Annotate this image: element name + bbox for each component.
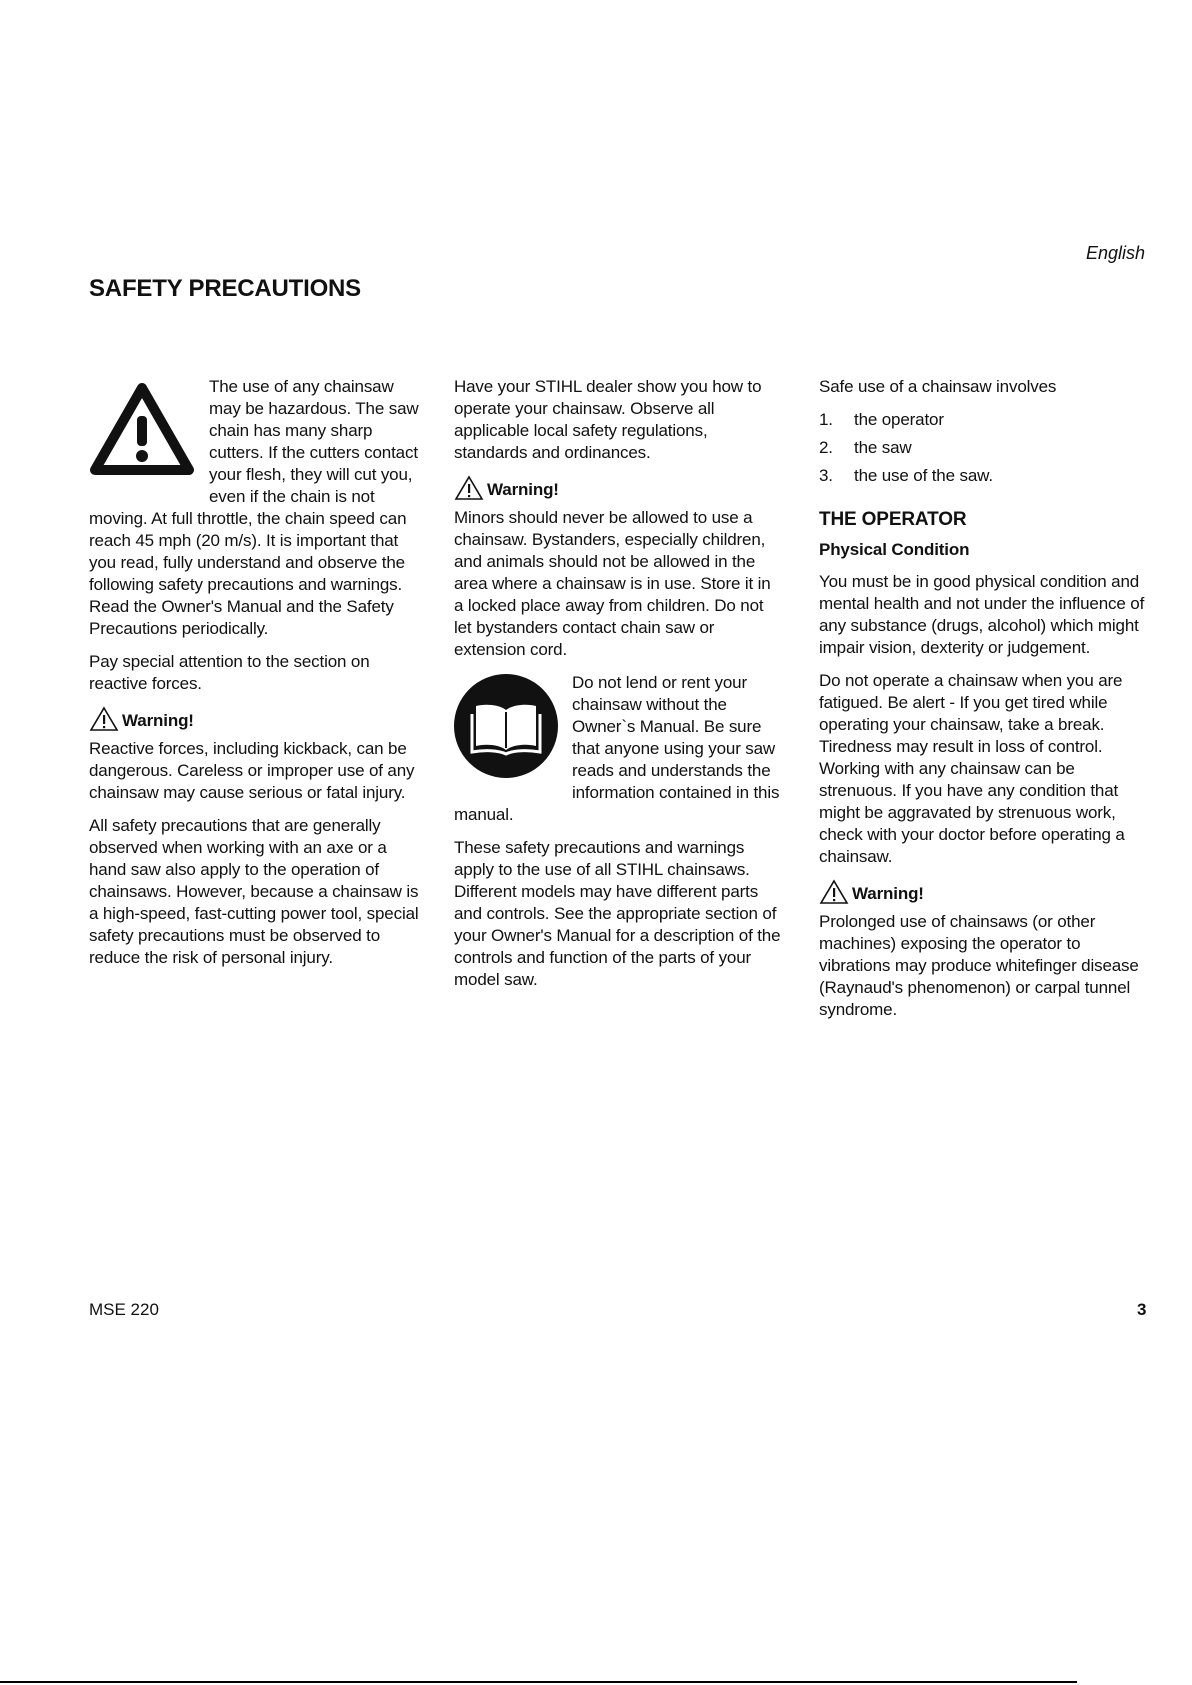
warning-heading (89, 706, 419, 732)
paragraph: All safety precautions that are generally observed when working with an axe or a hand saw also apply to the operation of chainsaws. However, because a chainsaw is a high-speed, fast-cutting power tool, special safety precautions must be observed to reduce the risk of personal injury. (89, 816, 419, 967)
hazard-warning-icon (89, 382, 195, 484)
warning-label: Warning! (122, 711, 194, 730)
column-3 (819, 376, 1149, 1032)
paragraph: Safe use of a chainsaw involves (819, 377, 1057, 396)
involves-list (819, 409, 1149, 487)
column-1 (89, 376, 419, 980)
paragraph: Have your STIHL dealer show you how to operate your chainsaw. Observe all applicable local safety regulations, standards and ordinances. (454, 377, 762, 462)
paragraph: Prolonged use of chainsaws (or other machines) exposing the operator to vibrations may produce whitefinger disease (Raynaud's phenomenon) or carpal tunnel syndrome. (819, 912, 1139, 1019)
warning-heading (819, 879, 1149, 905)
paragraph: These safety precautions and warnings apply to the use of all STIHL chainsaws. Different models may have different parts and controls. See the appropriate section of your Owner's Manual for a description of the controls and function of the parts of your model saw. (454, 838, 781, 989)
language-label: English (1085, 243, 1145, 263)
paragraph: Minors should never be allowed to use a chainsaw. Bystanders, especially children, and animals should not be allowed in the area where a chainsaw is in use. Store it in a locked place away from children. Do not let bystanders contact chain saw or extension cord. (454, 508, 771, 659)
warning-triangle-icon (89, 706, 119, 732)
paragraph: Do not operate a chainsaw when you are fatigued. Be alert - If you get tired while operating your chainsaw, take a break. Tiredness may result in loss of control. Working with any chainsaw can be strenuous. If you have any condition that might be aggravated by strenuous work, check with your doctor before operating a chainsaw. (819, 671, 1125, 866)
page-title: SAFETY PRECAUTIONS (89, 275, 361, 302)
warning-triangle-icon (454, 475, 484, 501)
paragraph: Pay special attention to the section on reactive forces. (89, 652, 370, 693)
paragraph: Do not lend or rent your chainsaw without the Owner`s Manual. Be sure that anyone using your saw reads and understands the information contained in this manual. (454, 673, 780, 824)
warning-label: Warning! (487, 480, 559, 499)
section-heading: THE OPERATOR (819, 509, 967, 530)
list-item: 3. the use of the saw. (819, 466, 993, 485)
paragraph: You must be in good physical condition and mental health and not under the influence of any substance (drugs, alcohol) which might impair vision, dexterity or judgement. (819, 572, 1145, 657)
footer-model: MSE 220 (89, 1300, 159, 1319)
list-item: 1. the operator (819, 410, 944, 429)
warning-label: Warning! (852, 884, 924, 903)
paragraph: Reactive forces, including kickback, can be dangerous. Careless or improper use of any chainsaw may cause serious or fatal injury. (89, 739, 415, 802)
bottom-rule (0, 1681, 1077, 1683)
list-item: 2. the saw (819, 438, 912, 457)
warning-triangle-icon (819, 879, 849, 905)
page-number: 3 (1137, 1300, 1147, 1319)
subsection-heading: Physical Condition (819, 540, 970, 559)
warning-heading (454, 475, 784, 501)
column-2 (454, 376, 784, 1002)
intro-paragraph: The use of any chainsaw may be hazardous. The saw chain has many sharp cutters. If the cutters contact your flesh, they will cut you, even if the chain is not moving. At full throttle, the chain speed can reach 45 mph (20 m/s). It is important that you read, fully understand and observe the following safety precautions and warnings. Read the Owner's Manual and the Safety Precautions periodically. (89, 377, 419, 638)
read-manual-icon (454, 674, 558, 784)
